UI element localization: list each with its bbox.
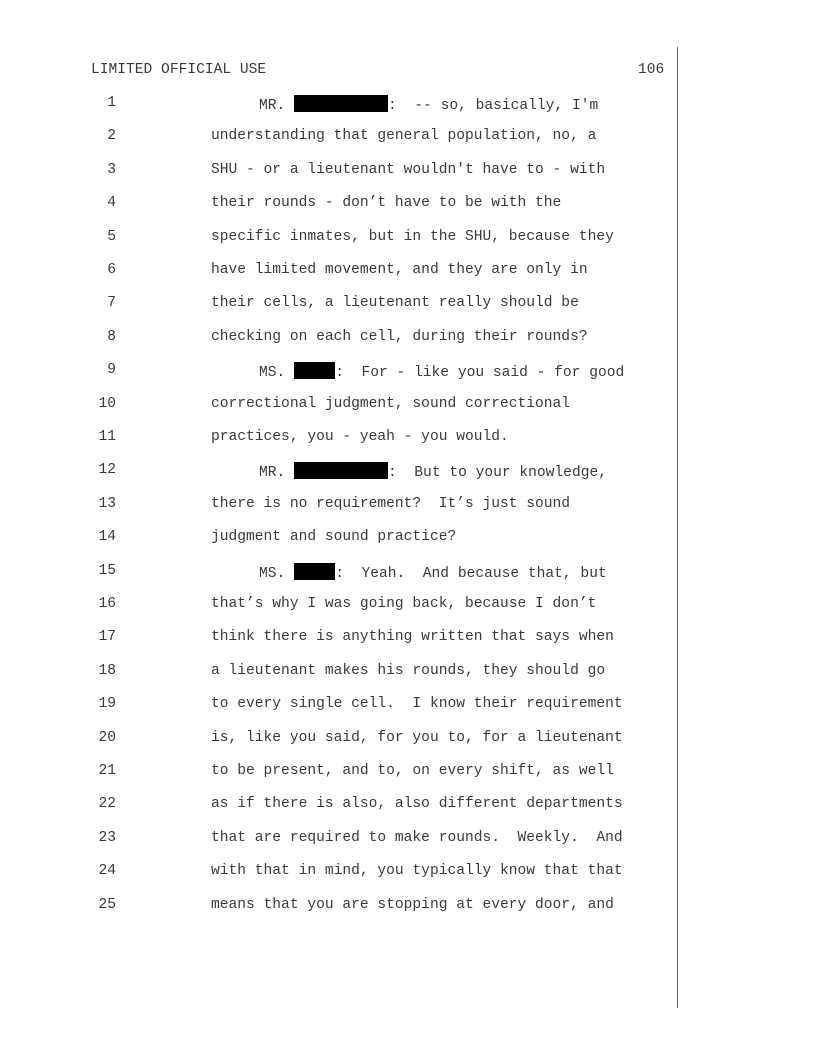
line-text: with that in mind, you typically know that that (211, 863, 623, 880)
speaker-title: MR. (259, 98, 295, 114)
line-text: there is no requirement? It’s just sound (211, 495, 571, 512)
transcript-line (0, 287, 816, 320)
transcript-line (0, 488, 816, 521)
transcript-line (0, 755, 816, 788)
transcript-line (0, 521, 816, 554)
line-text: checking on each cell, during their rounds? (211, 328, 588, 345)
line-number: 8 (107, 328, 116, 345)
line-number: 21 (98, 763, 116, 779)
redaction-box (294, 462, 388, 479)
redaction-box (294, 362, 335, 379)
line-number: 24 (98, 863, 116, 880)
line-text: specific inmates, but in the SHU, because they (211, 228, 614, 245)
line-number: 2 (107, 128, 116, 145)
line-number: 13 (98, 495, 116, 512)
transcript-line (0, 388, 816, 421)
line-text: a lieutenant makes his rounds, they should go (211, 662, 606, 679)
line-number: 23 (98, 829, 116, 846)
transcript-line (0, 321, 816, 354)
transcript-line (0, 621, 816, 654)
line-text: that’s why I was going back, because I don’t (211, 596, 597, 612)
line-text: understanding that general population, no, a (211, 128, 597, 145)
transcript-line (0, 889, 816, 922)
speech-text: : -- so, basically, I'm (388, 98, 599, 114)
page-number: 106 (638, 62, 665, 78)
classification-header: LIMITED OFFICIAL USE (91, 62, 267, 78)
line-number: 6 (107, 262, 116, 278)
transcript-line (0, 788, 816, 821)
transcript-line (0, 822, 816, 855)
speaker-line-text (259, 362, 624, 381)
line-text: as if there is also, also different departments (211, 796, 623, 813)
line-text: practices, you - yeah - you would. (211, 429, 509, 445)
transcript-line (0, 221, 816, 254)
transcript-line (0, 421, 816, 454)
transcript-line (0, 154, 816, 187)
speech-text: : For - like you said - for good (335, 365, 625, 382)
line-number: 9 (107, 362, 116, 379)
line-text: to every single cell. I know their requirement (211, 696, 623, 713)
line-text: think there is anything written that says when (211, 629, 614, 646)
transcript-line (0, 588, 816, 621)
speaker-title: MS. (259, 565, 295, 582)
speaker-line-text (259, 95, 598, 114)
line-number: 18 (98, 662, 116, 679)
line-number: 10 (98, 395, 116, 412)
line-text: means that you are stopping at every door, and (211, 896, 614, 913)
transcript-line (0, 555, 816, 588)
line-number: 3 (107, 161, 116, 178)
transcript-line (0, 254, 816, 287)
speech-text: : But to your knowledge, (388, 465, 607, 482)
line-number: 14 (98, 529, 116, 546)
line-number: 22 (98, 796, 116, 813)
line-number: 15 (98, 562, 116, 579)
line-text: their rounds - don’t have to be with the (211, 195, 562, 212)
line-text: to be present, and to, on every shift, as well (211, 763, 614, 779)
transcript-line (0, 655, 816, 688)
transcript-line (0, 354, 816, 387)
line-text: have limited movement, and they are only in (211, 262, 588, 278)
transcript-line (0, 855, 816, 888)
speech-text: : Yeah. And because that, but (335, 565, 607, 582)
line-text: SHU - or a lieutenant wouldn't have to - with (211, 161, 606, 178)
line-number: 11 (98, 429, 116, 445)
redaction-box (294, 563, 335, 580)
line-text: judgment and sound practice? (211, 529, 457, 546)
line-number: 20 (98, 729, 116, 746)
line-number: 25 (98, 896, 116, 913)
line-number: 5 (107, 228, 116, 245)
transcript-line (0, 187, 816, 220)
speaker-title: MS. (259, 365, 295, 382)
line-number: 4 (107, 195, 116, 212)
transcript-line (0, 87, 816, 120)
line-number: 16 (98, 596, 116, 612)
speaker-line-text (259, 563, 607, 582)
line-number: 17 (98, 629, 116, 646)
transcript-line (0, 722, 816, 755)
line-number: 19 (98, 696, 116, 713)
line-text: that are required to make rounds. Weekly. And (211, 829, 623, 846)
speaker-title: MR. (259, 465, 295, 482)
line-number: 1 (107, 95, 116, 111)
transcript-line (0, 454, 816, 487)
transcript-line (0, 688, 816, 721)
line-number: 12 (98, 462, 116, 479)
line-number: 7 (107, 295, 116, 312)
line-text: is, like you said, for you to, for a lieutenant (211, 729, 623, 746)
line-text: correctional judgment, sound correctional (211, 395, 571, 412)
speaker-line-text (259, 462, 607, 481)
line-text: their cells, a lieutenant really should be (211, 295, 579, 312)
redaction-box (294, 95, 388, 112)
transcript-line (0, 120, 816, 153)
